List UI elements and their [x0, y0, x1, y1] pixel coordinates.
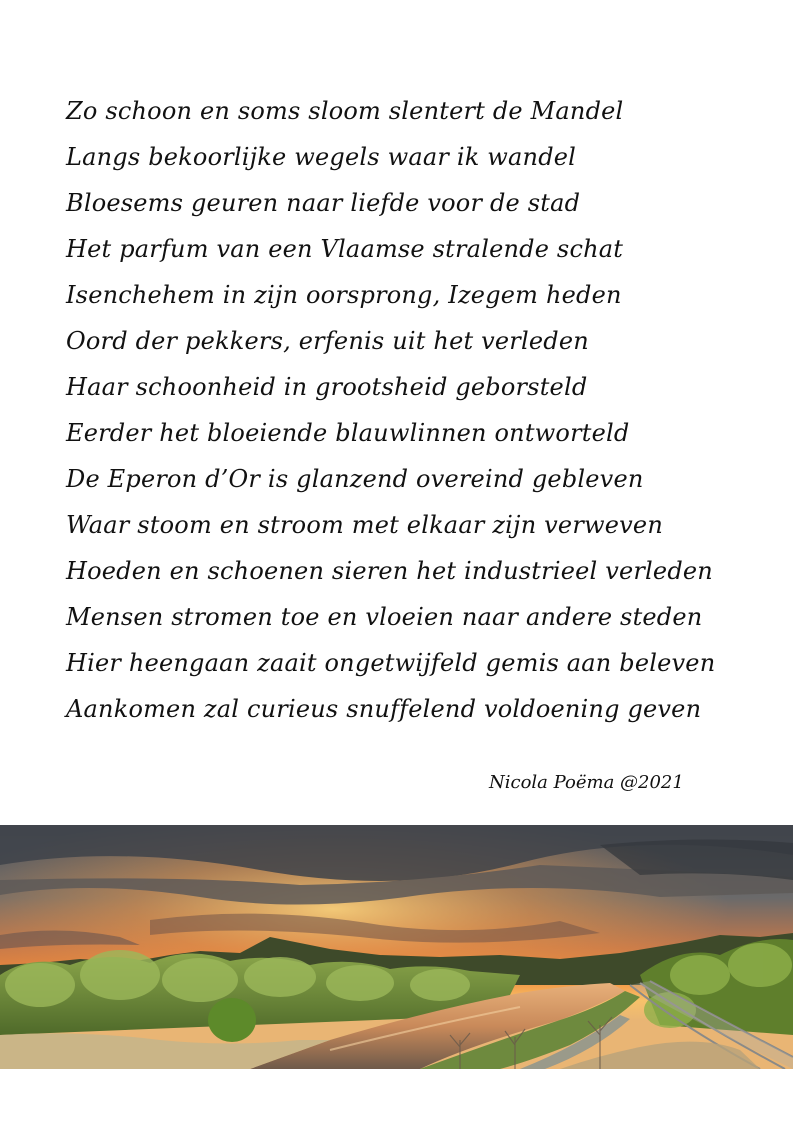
poem-line: Haar schoonheid in grootsheid geborsteld — [66, 373, 588, 401]
landscape-illustration — [0, 825, 793, 1069]
poem-line: Langs bekoorlijke wegels waar ik wandel — [66, 143, 577, 171]
poem-line: Het parfum van een Vlaamse stralende schat — [66, 235, 624, 263]
signature: Nicola Poëma @2021 — [489, 772, 684, 793]
poem-line: De Eperon d’Or is glanzend overeind gebleven — [66, 465, 644, 493]
poem-line: Mensen stromen toe en vloeien naar andere steden — [66, 603, 703, 631]
poem-line: Hoeden en schoenen sieren het industrieel verleden — [66, 557, 713, 585]
poem-line: Zo schoon en soms sloom slentert de Mandel — [66, 97, 624, 125]
poem-line: Oord der pekkers, erfenis uit het verleden — [66, 327, 589, 355]
poem-line: Eerder het bloeiende blauwlinnen ontworteld — [66, 419, 630, 447]
poem-line: Waar stoom en stroom met elkaar zijn verweven — [66, 511, 663, 539]
poem — [66, 88, 766, 732]
poem-line: Aankomen zal curieus snuffelend voldoening geven — [66, 695, 702, 723]
poem-line: Hier heengaan zaait ongetwijfeld gemis aan beleven — [66, 649, 716, 677]
sunset-canal-photo — [0, 825, 793, 1069]
poem-line: Bloesems geuren naar liefde voor de stad — [66, 189, 581, 217]
poem-line: Isenchehem in zijn oorsprong, Izegem heden — [66, 281, 622, 309]
